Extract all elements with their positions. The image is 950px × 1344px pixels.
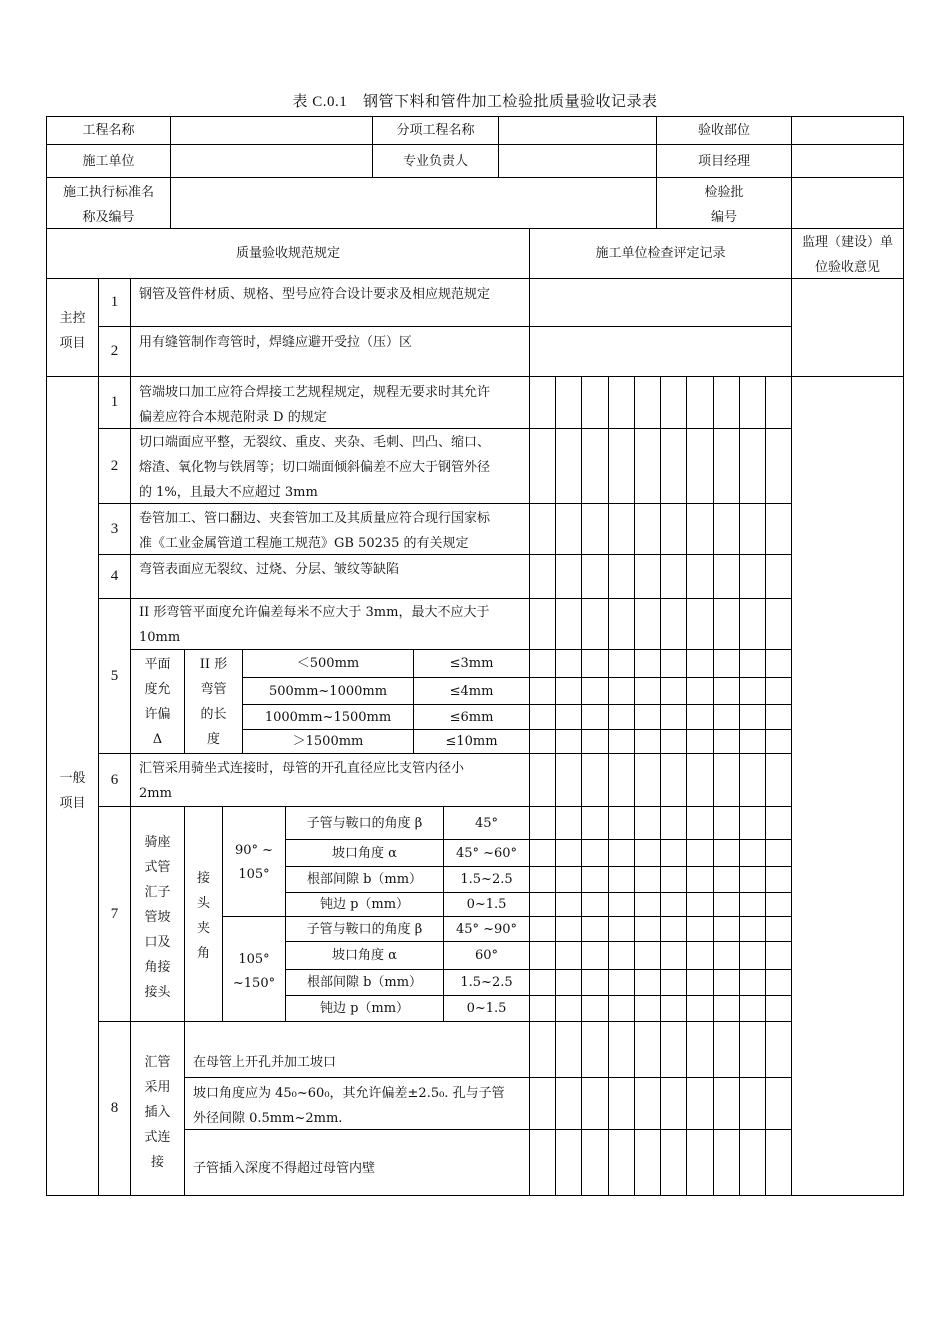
batch-label-line1: 检验批 <box>704 185 744 200</box>
item7-g1-name-3: 根部间隙 b（mm） <box>306 872 423 887</box>
general-item-1-line2: 偏差应符合本规范附录 D 的规定 <box>139 410 327 425</box>
item7-g2-value-4: 0~1.5 <box>466 1001 507 1016</box>
batch-value[interactable] <box>792 178 903 228</box>
item7-g2-value-2: 60° <box>474 948 499 963</box>
professional-leader-label: 专业负责人 <box>402 153 468 169</box>
item7-joint-3: 夹 <box>196 921 210 936</box>
main-item-2-no: 2 <box>110 343 119 359</box>
spec-column-header: 质量验收规范规定 <box>235 246 340 261</box>
item7-range1-line2: 105° <box>238 867 270 882</box>
item7-label-4: 管坡 <box>144 910 171 925</box>
general-item-5-line2: 10mm <box>139 630 181 645</box>
sub-project-name-value[interactable] <box>499 117 656 144</box>
main-item-2-text: 用有缝管制作弯管时，焊缝应避开受拉（压）区 <box>139 335 413 350</box>
general-item-7-no: 7 <box>110 905 119 922</box>
item5-tol-3: ≤6mm <box>449 709 494 725</box>
general-item-3-line1: 卷管加工、管口翻边、夹套管加工及其质量应符合现行国家标 <box>139 511 491 526</box>
item5-tol-1: ≤3mm <box>449 656 494 671</box>
project-name-value[interactable] <box>171 117 372 144</box>
acceptance-part-label: 验收部位 <box>697 123 750 138</box>
item5-left-label-1: 平面 <box>144 657 171 672</box>
standard-label-line1: 施工执行标准名 <box>62 185 154 200</box>
general-item-3-no: 3 <box>110 520 119 537</box>
item5-mid-label-4: 度 <box>206 732 220 747</box>
item5-left-label-2: 度允 <box>144 682 171 697</box>
general-item-3-line2: 准《工业金属管道工程施工规范》GB 50235 的有关规定 <box>139 536 469 551</box>
general-item-4-no: 4 <box>110 568 119 584</box>
project-manager-value[interactable] <box>792 145 903 177</box>
item7-joint-2: 头 <box>196 896 210 911</box>
item7-range2-line1: 105° <box>238 952 270 967</box>
supervisor-header-line1: 监理（建设）单 <box>801 235 893 250</box>
item8-row2-line1: 坡口角度应为 45₀~60₀，其允许偏差±2.5₀. 孔与子管 <box>193 1086 505 1101</box>
item7-g2-value-3: 1.5~2.5 <box>460 975 513 990</box>
sub-project-name-label: 分项工程名称 <box>396 123 475 138</box>
general-item-2-line1: 切口端面应平整，无裂纹、重皮、夹杂、毛刺、凹凸、缩口、 <box>139 435 491 450</box>
item7-range2-line2: ~150° <box>232 976 276 991</box>
item5-length-3: 1000mm~1500mm <box>264 709 392 725</box>
project-name-label: 工程名称 <box>82 123 135 138</box>
item7-label-5: 口及 <box>144 935 171 950</box>
item7-g1-value-2: 45° ~60° <box>455 845 518 861</box>
acceptance-part-value[interactable] <box>792 117 903 144</box>
item5-left-label-3: 许偏 <box>144 707 171 722</box>
unit-record-column-header: 施工单位检查评定记录 <box>595 246 726 261</box>
general-item-6-no: 6 <box>110 771 119 788</box>
standard-label-line2: 称及编号 <box>82 210 135 225</box>
item8-row3: 子管插入深度不得超过母管内壁 <box>193 1161 376 1176</box>
project-manager-label: 项目经理 <box>697 153 750 169</box>
item8-label-3: 插入 <box>144 1105 171 1120</box>
construction-unit-value[interactable] <box>171 145 372 177</box>
item7-label-1: 骑座 <box>144 835 171 850</box>
item5-tol-4: ≤10mm <box>445 734 498 749</box>
item7-g1-value-3: 1.5~2.5 <box>460 872 513 887</box>
item7-label-7: 接头 <box>144 985 171 1000</box>
item8-row2-line2: 外径间隙 0.5mm~2mm. <box>193 1111 343 1126</box>
item7-g1-name-4: 钝边 p（mm） <box>319 897 410 912</box>
general-item-5-line1: II 形弯管平面度允许偏差每米不应大于 3mm，最大不应大于 <box>139 605 490 620</box>
item7-g1-value-1: 45° <box>474 815 499 831</box>
item7-g2-name-2: 坡口角度 α <box>332 948 397 963</box>
item7-g1-name-1: 子管与鞍口的角度 β <box>306 815 423 831</box>
general-item-2-line3: 的 1%，且最大不应超过 3mm <box>139 485 318 500</box>
construction-unit-label: 施工单位 <box>82 153 135 169</box>
main-control-label-line2: 项目 <box>59 336 86 351</box>
table-title: 钢管下料和管件加工检验批质量验收记录表 <box>363 92 658 110</box>
item7-range1-line1: 90° ~ <box>234 843 274 858</box>
item7-joint-4: 角 <box>196 946 210 961</box>
general-item-4-text: 弯管表面应无裂纹、过烧、分层、皱纹等缺陷 <box>139 562 400 577</box>
general-item-2-line2: 熔渣、氧化物与铁屑等；切口端面倾斜偏差不应大于钢管外径 <box>139 460 491 475</box>
item7-label-6: 角接 <box>144 960 171 975</box>
general-item-1-line1: 管端坡口加工应符合焊接工艺规程规定，规程无要求时其允许 <box>139 385 491 400</box>
general-label-line2: 项目 <box>59 796 86 811</box>
general-opinion[interactable] <box>792 377 903 1195</box>
general-item-6-line2: 2mm <box>139 786 172 801</box>
general-item-6-line1: 汇管采用骑坐式连接时，母管的开孔直径应比支管内径小 <box>139 761 465 776</box>
main-control-opinion[interactable] <box>792 279 903 376</box>
general-item-5-no: 5 <box>110 667 119 684</box>
standard-value[interactable] <box>171 178 656 228</box>
item5-length-4: ＞1500mm <box>292 734 364 749</box>
item5-mid-label-3: 的长 <box>200 707 227 722</box>
item5-length-1: ＜500mm <box>296 656 360 671</box>
item7-g2-name-3: 根部间隙 b（mm） <box>306 975 423 990</box>
item7-g2-name-4: 钝边 p（mm） <box>319 1001 410 1016</box>
item5-left-label-4: Δ <box>152 732 163 747</box>
item5-mid-label-2: 弯管 <box>200 682 227 697</box>
main-item-2-record[interactable] <box>530 327 791 376</box>
item7-label-3: 汇子 <box>144 885 171 900</box>
general-label-line1: 一般 <box>59 771 86 786</box>
main-control-label-line1: 主控 <box>59 311 86 326</box>
item7-joint-1: 接 <box>196 871 210 886</box>
main-item-1-record[interactable] <box>530 279 791 326</box>
professional-leader-value[interactable] <box>499 145 656 177</box>
item5-length-2: 500mm~1000mm <box>268 683 388 699</box>
supervisor-header-line2: 位验收意见 <box>814 260 880 275</box>
item7-label-2: 式管 <box>144 860 171 875</box>
item8-row1: 在母管上开孔并加工坡口 <box>193 1055 337 1070</box>
general-item-8-no: 8 <box>110 1100 119 1116</box>
general-item-2-no: 2 <box>110 457 119 474</box>
item7-g1-name-2: 坡口角度 α <box>332 845 397 861</box>
item5-tol-2: ≤4mm <box>449 683 494 699</box>
table-number: 表 C.0.1 <box>292 94 348 110</box>
main-item-1-no: 1 <box>110 294 119 310</box>
general-item-1-no: 1 <box>110 394 119 410</box>
item5-mid-label-1: II 形 <box>199 657 228 672</box>
item7-g2-value-1: 45° ~90° <box>455 921 518 937</box>
main-item-1-text: 钢管及管件材质、规格、型号应符合设计要求及相应规范规定 <box>139 287 491 302</box>
item8-label-1: 汇管 <box>144 1055 171 1070</box>
item8-label-4: 式连 <box>144 1130 171 1145</box>
item8-label-5: 接 <box>150 1155 164 1170</box>
item7-g2-name-1: 子管与鞍口的角度 β <box>306 921 423 937</box>
batch-label-line2: 编号 <box>710 210 737 225</box>
item7-g1-value-4: 0~1.5 <box>466 897 507 912</box>
item8-label-2: 采用 <box>144 1080 171 1095</box>
